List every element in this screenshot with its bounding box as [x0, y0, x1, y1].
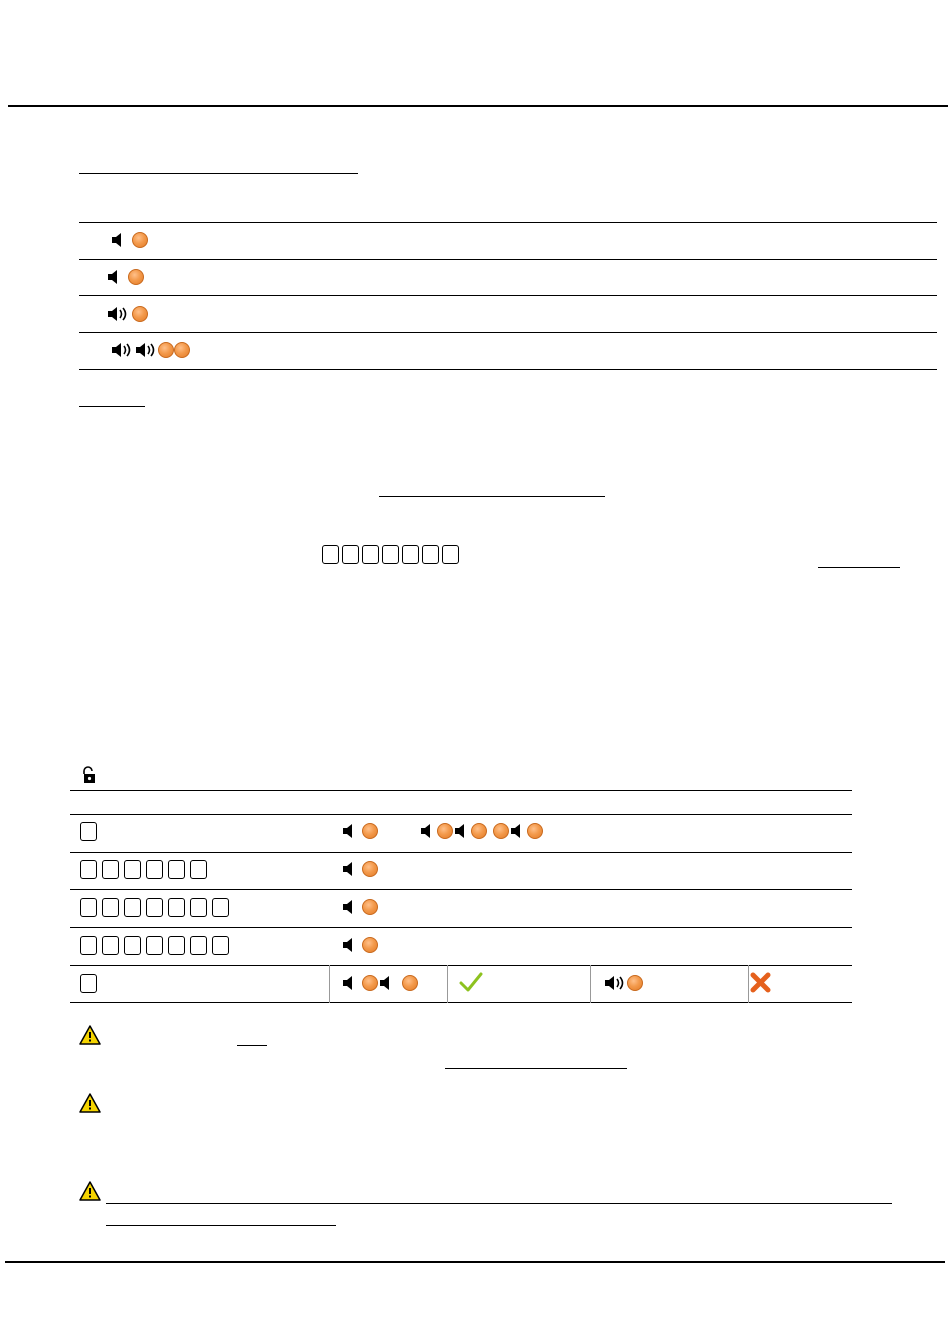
table-rule	[70, 814, 852, 815]
orange-led-icon	[132, 306, 148, 322]
keypad-key-icon	[190, 898, 207, 917]
link-underline[interactable]	[106, 1225, 336, 1226]
keypad-key-icon	[168, 936, 185, 955]
speaker-icon	[341, 898, 359, 916]
table-rule	[79, 332, 937, 333]
keypad-key-icon	[146, 898, 163, 917]
orange-led-icon	[158, 342, 174, 358]
speaker-loud-icon	[134, 341, 158, 359]
orange-led-icon	[362, 861, 378, 877]
orange-led-icon	[132, 232, 148, 248]
keypad-key-icon	[168, 860, 185, 879]
table-row	[419, 822, 543, 840]
table-row	[80, 936, 234, 955]
speaker-loud-icon	[106, 305, 130, 323]
table-row	[603, 974, 643, 992]
speaker-loud-icon	[603, 974, 627, 992]
keypad-key-icon	[322, 545, 339, 564]
orange-led-icon	[402, 975, 418, 991]
footer-rule	[5, 1261, 945, 1263]
table-row	[341, 860, 378, 878]
table-rule	[79, 259, 937, 260]
speaker-icon	[509, 822, 527, 840]
code-keys	[322, 545, 462, 564]
orange-led-icon	[437, 823, 453, 839]
table-row	[80, 822, 102, 841]
orange-led-icon	[527, 823, 543, 839]
table-rule	[70, 965, 852, 966]
table-rule	[70, 889, 852, 890]
speaker-loud-icon	[110, 341, 134, 359]
table-row	[341, 898, 378, 916]
keypad-key-icon	[124, 860, 141, 879]
table-rule	[70, 852, 852, 853]
table-row	[80, 860, 212, 879]
table-row	[110, 231, 148, 249]
speaker-icon	[453, 822, 471, 840]
speaker-icon	[341, 936, 359, 954]
keypad-key-icon	[212, 936, 229, 955]
speaker-icon	[341, 822, 359, 840]
keypad-key-icon	[190, 936, 207, 955]
keypad-key-icon	[124, 936, 141, 955]
table-row	[106, 268, 144, 286]
keypad-key-icon	[190, 860, 207, 879]
orange-led-icon	[362, 975, 378, 991]
table-divider	[447, 965, 448, 1003]
keypad-key-icon	[212, 898, 229, 917]
table-divider	[590, 965, 591, 1003]
orange-led-icon	[471, 823, 487, 839]
warning-icon	[79, 1181, 101, 1201]
keypad-key-icon	[168, 898, 185, 917]
link-underline[interactable]	[237, 1045, 267, 1046]
keypad-key-icon	[442, 545, 459, 564]
speaker-icon	[341, 974, 359, 992]
table-row	[341, 822, 378, 840]
keypad-key-icon	[80, 822, 97, 841]
keypad-key-icon	[102, 860, 119, 879]
section-heading-underline	[79, 173, 358, 174]
orange-led-icon	[128, 269, 144, 285]
orange-led-icon	[174, 342, 190, 358]
table-row	[110, 341, 190, 359]
table-rule	[79, 369, 937, 370]
orange-led-icon	[627, 975, 643, 991]
keypad-key-icon	[80, 974, 97, 993]
keypad-key-icon	[102, 936, 119, 955]
speaker-icon	[106, 268, 124, 286]
keypad-key-icon	[102, 898, 119, 917]
speaker-icon	[378, 974, 396, 992]
link-underline[interactable]	[79, 406, 145, 407]
keypad-key-icon	[80, 936, 97, 955]
link-underline[interactable]	[818, 567, 900, 568]
keypad-key-icon	[342, 545, 359, 564]
keypad-key-icon	[80, 898, 97, 917]
table-rule	[70, 790, 852, 791]
orange-led-icon	[493, 823, 509, 839]
keypad-key-icon	[362, 545, 379, 564]
link-underline[interactable]	[379, 496, 605, 497]
table-row	[341, 936, 378, 954]
keypad-key-icon	[422, 545, 439, 564]
table-divider	[748, 965, 749, 1003]
keypad-key-icon	[402, 545, 419, 564]
speaker-icon	[419, 822, 437, 840]
padlock-open-icon	[80, 766, 98, 784]
speaker-icon	[110, 231, 128, 249]
table-rule	[79, 295, 937, 296]
speaker-icon	[341, 860, 359, 878]
link-underline[interactable]	[106, 1203, 892, 1204]
table-row	[80, 898, 234, 917]
keypad-key-icon	[80, 860, 97, 879]
table-row	[106, 305, 148, 323]
keypad-key-icon	[382, 545, 399, 564]
orange-led-icon	[362, 899, 378, 915]
keypad-key-icon	[124, 898, 141, 917]
table-rule	[79, 222, 937, 223]
link-underline[interactable]	[445, 1068, 627, 1069]
orange-led-icon	[362, 937, 378, 953]
table-rule	[70, 1002, 852, 1003]
header-rule	[8, 105, 948, 107]
table-rule	[70, 927, 852, 928]
table-row	[80, 974, 102, 993]
cross-icon	[750, 972, 771, 993]
keypad-key-icon	[146, 936, 163, 955]
table-divider	[329, 965, 330, 1003]
keypad-key-icon	[146, 860, 163, 879]
orange-led-icon	[362, 823, 378, 839]
warning-icon	[79, 1093, 101, 1113]
check-icon	[459, 971, 483, 993]
warning-icon	[79, 1025, 101, 1045]
table-row	[341, 974, 418, 992]
